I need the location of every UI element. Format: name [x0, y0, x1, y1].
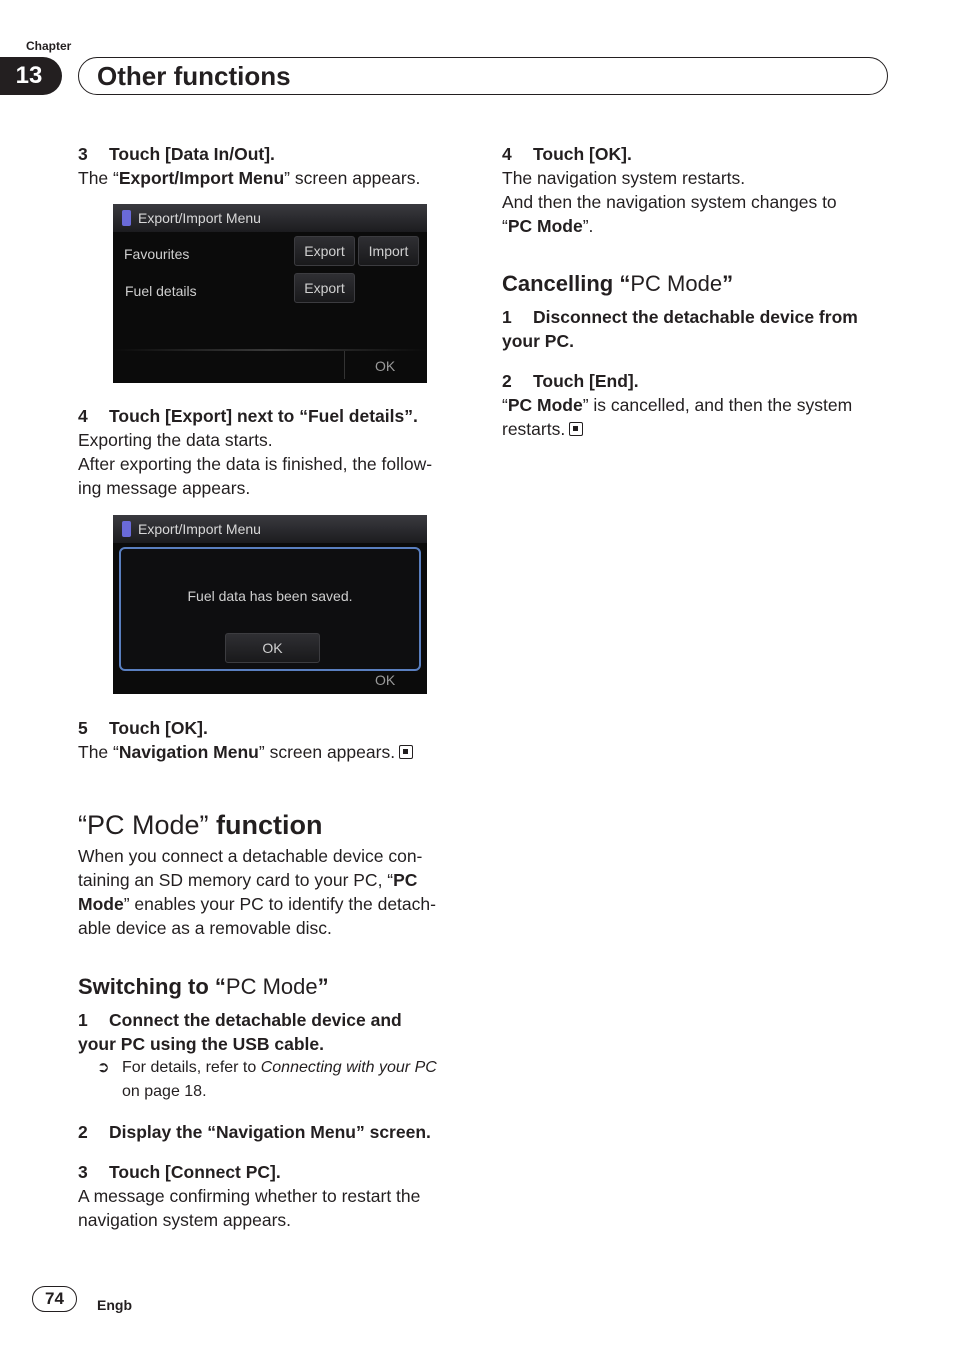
switch-note: ➲ For details, refer to Connecting with your PC on page 18. [78, 1056, 466, 1104]
background-ok-button: OK [375, 672, 396, 688]
screen-divider [113, 349, 427, 351]
step-4-description-2a: After exporting the data is finished, the follow- [78, 454, 433, 474]
right-step-4-heading: 4 Touch [OK]. [502, 144, 632, 164]
chapter-label: Chapter [26, 39, 72, 53]
switch-step-3-heading: 3 Touch [Connect PC]. [78, 1162, 281, 1182]
intro-line-3: Mode” enables your PC to identify the detach- [78, 894, 436, 914]
cancel-step-1-heading: 1 Disconnect the detachable device from [502, 307, 858, 327]
screen-header: Export/Import Menu [113, 515, 427, 543]
intro-line-1: When you connect a detachable device con- [78, 846, 423, 866]
cancel-step-2-description-2: restarts. [502, 417, 890, 441]
menu-icon [122, 521, 131, 537]
switch-step-3-description-1: A message confirming whether to restart the [78, 1186, 421, 1206]
chapter-title: Other functions [97, 61, 291, 91]
intro-line-4: able device as a removable disc. [78, 918, 332, 938]
step-4-description-2b: ing message appears. [78, 478, 251, 498]
favourites-export-button: Export [294, 236, 355, 266]
switching-subtitle: Switching to “PC Mode” [78, 974, 329, 999]
screen-ok-button: OK [375, 358, 396, 374]
switch-step-3-description-2: navigation system appears. [78, 1210, 292, 1230]
right-step-4-description-1: The navigation system restarts. [502, 168, 746, 188]
screen-header: Export/Import Menu [113, 204, 427, 232]
reference-link: Connecting with your PC [260, 1059, 437, 1076]
chapter-number: 13 [0, 57, 62, 95]
arrow-icon: ➲ [97, 1059, 110, 1076]
step-3-description: The “Export/Import Menu” screen appears. [78, 168, 421, 188]
language-code: Engb [97, 1297, 132, 1313]
switch-step-1-heading-2: your PC using the USB cable. [78, 1034, 325, 1054]
step-4-heading: 4 Touch [Export] next to “Fuel details”. [78, 406, 418, 426]
section-title: “PC Mode” function [78, 810, 323, 840]
end-mark-icon [569, 422, 583, 436]
right-column [502, 142, 890, 441]
cancelling-subtitle: Cancelling “PC Mode” [502, 271, 734, 296]
export-import-menu-screenshot [113, 204, 427, 383]
step-3-heading: 3 Touch [Data In/Out]. [78, 144, 275, 164]
end-mark-icon [399, 745, 413, 759]
step-5-heading: 5 Touch [OK]. [78, 718, 208, 738]
fuel-details-export-button: Export [294, 273, 355, 303]
favourites-label: Favourites [124, 246, 190, 262]
step-5-description: The “Navigation Menu” screen appears. [78, 740, 466, 764]
fuel-details-label: Fuel details [125, 283, 197, 299]
favourites-import-button: Import [358, 236, 419, 266]
right-step-4-description-3: “PC Mode”. [502, 216, 594, 236]
cancel-step-2-description: “PC Mode” is cancelled, and then the system [502, 395, 853, 415]
switch-step-2-heading: 2 Display the “Navigation Menu” screen. [78, 1122, 431, 1142]
intro-line-2: taining an SD memory card to your PC, “PC [78, 870, 418, 890]
step-4-description-1: Exporting the data starts. [78, 430, 273, 450]
fuel-saved-dialog-screenshot [113, 515, 427, 694]
switch-step-1-heading: 1 Connect the detachable device and [78, 1010, 402, 1030]
cancel-step-1-heading-2: your PC. [502, 331, 574, 351]
dialog-ok-button: OK [225, 633, 320, 663]
right-step-4-description-2: And then the navigation system changes to [502, 192, 837, 212]
page-number: 74 [32, 1286, 77, 1312]
menu-icon [122, 210, 131, 226]
dialog-message: Fuel data has been saved. [187, 588, 353, 604]
left-column [78, 142, 466, 1232]
screen-separator [344, 351, 345, 379]
cancel-step-2-heading: 2 Touch [End]. [502, 371, 639, 391]
saved-dialog [119, 547, 421, 671]
